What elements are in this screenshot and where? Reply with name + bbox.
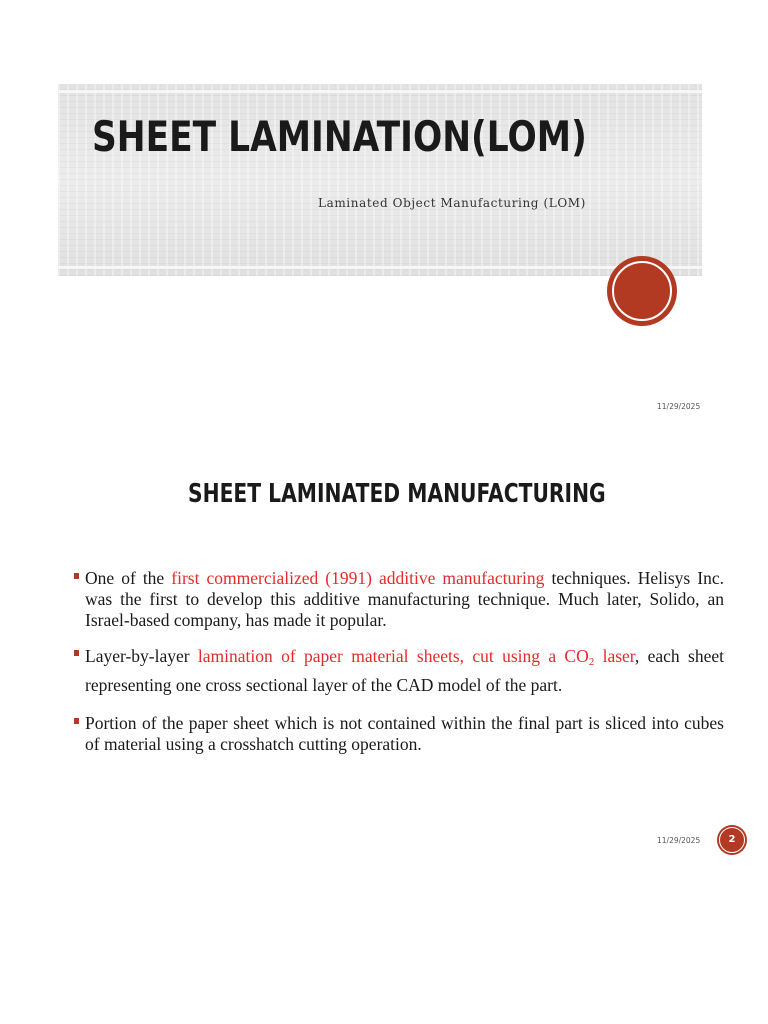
list-item: One of the first commercialized (1991) additive manufacturing techniques. Helisys Inc. was the first to develop this additive manufacturing technique. Much later, Solido, an Israel-based company, has made it popular.: [74, 568, 724, 631]
bullet-list: [74, 568, 724, 755]
slide-title: SHEET LAMINATED MANUFACTURING: [188, 479, 606, 509]
banner-divider-bottom: [58, 266, 702, 269]
slide-subtitle: Laminated Object Manufacturing (LOM): [318, 196, 586, 210]
list-item: Layer-by-layer lamination of paper material sheets, cut using a $CO_2$ laser, each sheet representing one cross sectional layer of the CAD model of the part.: [74, 645, 724, 697]
slide-title: SHEET LAMINATION(LOM): [92, 112, 587, 161]
bullet-marker: [74, 718, 79, 724]
slide-date: 11/29/2025: [657, 402, 701, 411]
highlighted-text: lamination of paper material sheets, cut using a $CO_2$ laser: [197, 646, 635, 668]
highlighted-text: first commercialized (1991) additive manufacturing: [171, 568, 545, 588]
list-item: Portion of the paper sheet which is not contained within the final part is sliced into cubes of material using a crosshatch cutting operation.: [74, 713, 724, 755]
slide-number: 2: [728, 834, 736, 845]
slide-number-badge: [717, 825, 747, 855]
bullet-marker: [74, 650, 79, 656]
slide-date: 11/29/2025: [657, 836, 701, 845]
banner-divider-top: [58, 90, 702, 93]
decorative-circle: [608, 257, 676, 325]
bullet-marker: [74, 573, 79, 579]
